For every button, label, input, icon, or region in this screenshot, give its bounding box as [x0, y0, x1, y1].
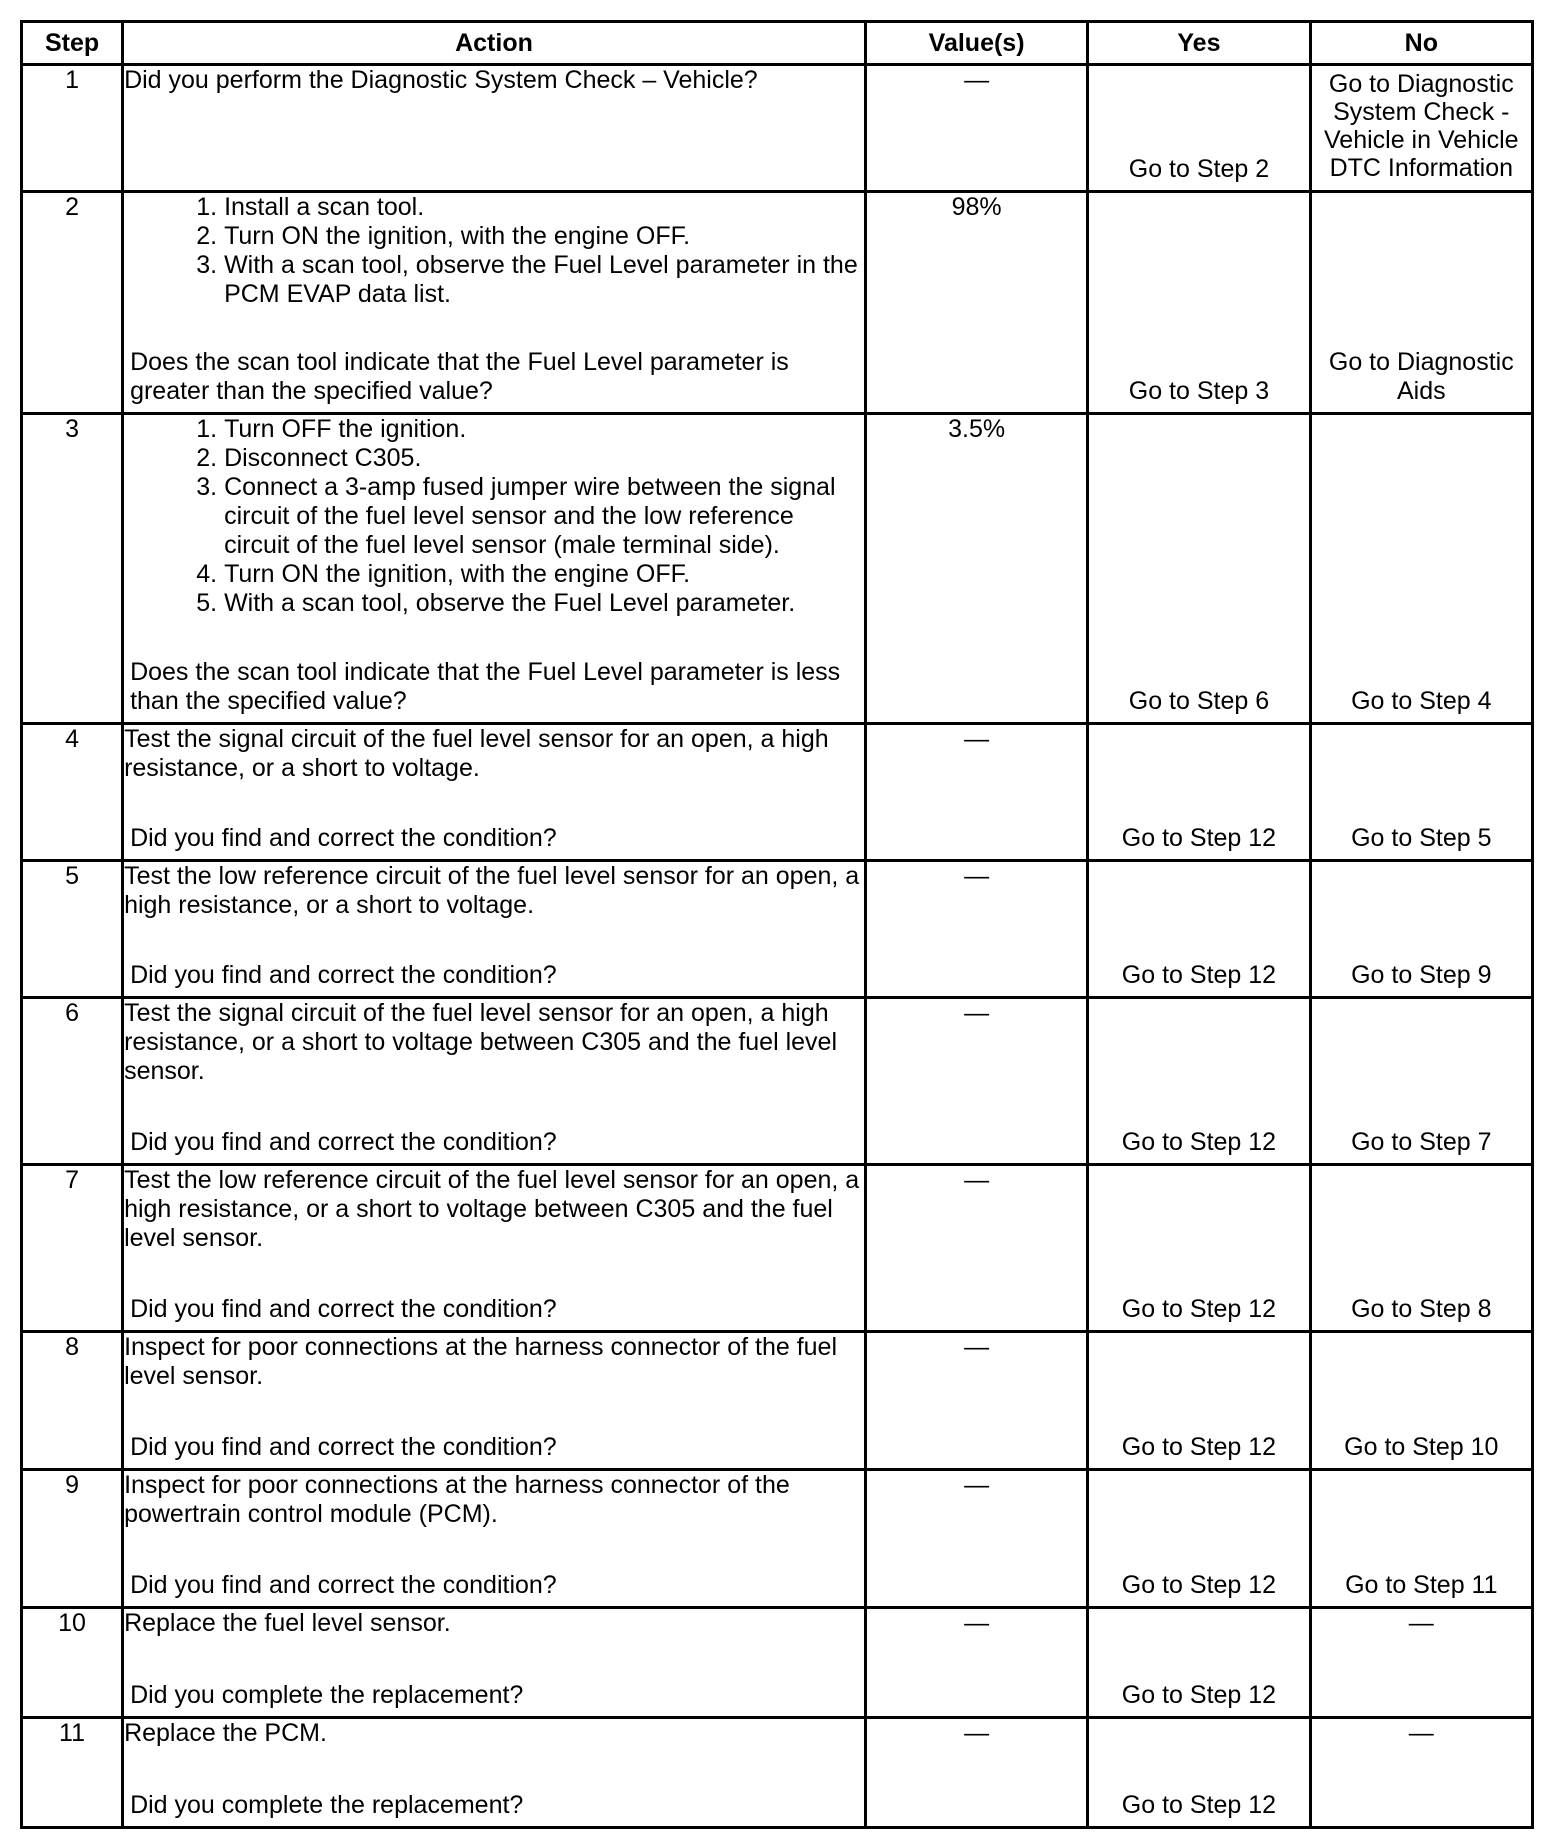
- yes-cell: [1088, 192, 1310, 414]
- yes-cell: [1088, 1608, 1310, 1718]
- no-text: Go to Step 7: [1351, 1128, 1492, 1156]
- table-row: [22, 1470, 1533, 1608]
- table-row: [22, 192, 1533, 414]
- action-text: Test the signal circuit of the fuel level sensor for an open, a high resistance, or a short to voltage.: [124, 725, 829, 782]
- action-question: Did you find and correct the condition?: [130, 1128, 557, 1156]
- action-question: Did you complete the replacement?: [130, 1681, 524, 1709]
- no-cell: [1310, 1470, 1532, 1608]
- action-question: Does the scan tool indicate that the Fuel Level parameter is less than the specified value?: [130, 658, 841, 715]
- yes-cell: [1088, 1470, 1310, 1608]
- step-number: 7: [22, 1165, 123, 1332]
- step-number: 2: [22, 192, 123, 414]
- value-cell: —: [865, 1718, 1087, 1828]
- action-text: Test the signal circuit of the fuel level sensor for an open, a high resistance, or a short to voltage between C305 and the fuel level sensor.: [124, 999, 838, 1085]
- action-list: [174, 193, 864, 309]
- action-cell: [123, 1608, 866, 1718]
- no-text: Go to Step 10: [1344, 1433, 1499, 1461]
- table-row: [22, 65, 1533, 192]
- no-text: Go to Diagnostic Aids: [1328, 348, 1514, 405]
- value-cell: —: [865, 861, 1087, 998]
- list-item: 3. Connect a 3-amp fused jumper wire between the signal circuit of the fuel level sensor and the low reference circuit of the fuel level sensor (male terminal side).: [224, 473, 864, 560]
- table-row: [22, 724, 1533, 861]
- action-cell: [123, 1165, 866, 1332]
- action-cell: [123, 65, 866, 192]
- header-no: No: [1310, 22, 1532, 65]
- header-step: Step: [22, 22, 123, 65]
- no-cell: [1310, 192, 1532, 414]
- step-number: 4: [22, 724, 123, 861]
- no-cell: —: [1310, 1608, 1532, 1718]
- value-cell: 3.5%: [865, 414, 1087, 724]
- action-cell: [123, 998, 866, 1165]
- list-item: 3. With a scan tool, observe the Fuel Level parameter in the PCM EVAP data list.: [224, 251, 864, 309]
- no-text: Go to Step 4: [1351, 687, 1492, 715]
- yes-cell: [1088, 65, 1310, 192]
- no-cell: [1310, 65, 1532, 192]
- step-number: 10: [22, 1608, 123, 1718]
- value-cell: 98%: [865, 192, 1087, 414]
- action-cell: [123, 414, 866, 724]
- no-cell: —: [1310, 1718, 1532, 1828]
- step-number: 11: [22, 1718, 123, 1828]
- action-question: Did you find and correct the condition?: [130, 961, 557, 989]
- yes-cell: [1088, 1718, 1310, 1828]
- list-item: 2. Turn ON the ignition, with the engine OFF.: [224, 222, 864, 251]
- action-cell: [123, 1470, 866, 1608]
- action-text: Replace the fuel level sensor.: [124, 1609, 451, 1637]
- list-item: 2. Disconnect C305.: [224, 444, 864, 473]
- list-item: 1. Turn OFF the ignition.: [224, 415, 864, 444]
- action-list: [174, 415, 864, 618]
- yes-text: Go to Step 2: [1128, 155, 1270, 183]
- action-question: Did you find and correct the condition?: [130, 824, 557, 852]
- header-yes: Yes: [1088, 22, 1310, 65]
- action-question: Did you find and correct the condition?: [130, 1295, 557, 1323]
- value-cell: —: [865, 998, 1087, 1165]
- no-cell: [1310, 1332, 1532, 1470]
- step-number: 8: [22, 1332, 123, 1470]
- header-row: [22, 22, 1533, 65]
- diagnostic-table: [20, 20, 1534, 1829]
- no-text: Go to Step 9: [1351, 961, 1492, 989]
- step-number: 3: [22, 414, 123, 724]
- value-cell: —: [865, 1470, 1087, 1608]
- no-text: Go to Diagnostic System Check - Vehicle in Vehicle DTC Information: [1324, 70, 1519, 182]
- yes-text: Go to Step 3: [1128, 377, 1270, 405]
- header-values: Value(s): [865, 22, 1087, 65]
- no-cell: [1310, 1165, 1532, 1332]
- action-text: Inspect for poor connections at the harness connector of the powertrain control module (PCM).: [124, 1471, 790, 1528]
- table-row: [22, 414, 1533, 724]
- yes-text: Go to Step 12: [1121, 824, 1277, 852]
- value-cell: —: [865, 1608, 1087, 1718]
- no-cell: [1310, 414, 1532, 724]
- no-text: Go to Step 5: [1351, 824, 1492, 852]
- action-text: Test the low reference circuit of the fuel level sensor for an open, a high resistance, or a short to voltage between C305 and the fuel level sensor.: [124, 1166, 860, 1252]
- yes-cell: [1088, 414, 1310, 724]
- yes-text: Go to Step 12: [1121, 1433, 1277, 1461]
- action-text: Inspect for poor connections at the harness connector of the fuel level sensor.: [124, 1333, 838, 1390]
- step-number: 5: [22, 861, 123, 998]
- action-question: Did you find and correct the condition?: [130, 1571, 557, 1599]
- table-row: [22, 1165, 1533, 1332]
- action-question: Does the scan tool indicate that the Fuel Level parameter is greater than the specified value?: [130, 348, 789, 405]
- yes-text: Go to Step 6: [1128, 687, 1270, 715]
- yes-cell: [1088, 1165, 1310, 1332]
- table-row: [22, 861, 1533, 998]
- action-question: Did you find and correct the condition?: [130, 1433, 557, 1461]
- action-text: Test the low reference circuit of the fuel level sensor for an open, a high resistance, or a short to voltage.: [124, 862, 860, 919]
- action-cell: [123, 192, 866, 414]
- yes-text: Go to Step 12: [1121, 1295, 1277, 1323]
- yes-text: Go to Step 12: [1121, 1681, 1277, 1709]
- table-row: [22, 1718, 1533, 1828]
- header-action: Action: [123, 22, 866, 65]
- action-cell: [123, 861, 866, 998]
- action-question: Did you complete the replacement?: [130, 1791, 524, 1819]
- action-text: Replace the PCM.: [124, 1719, 327, 1747]
- yes-text: Go to Step 12: [1121, 961, 1277, 989]
- no-cell: [1310, 724, 1532, 861]
- action-cell: [123, 724, 866, 861]
- no-text: Go to Step 8: [1351, 1295, 1492, 1323]
- list-item: 5. With a scan tool, observe the Fuel Level parameter.: [224, 589, 864, 618]
- yes-cell: [1088, 998, 1310, 1165]
- yes-text: Go to Step 12: [1121, 1791, 1277, 1819]
- table-row: [22, 998, 1533, 1165]
- value-cell: —: [865, 1332, 1087, 1470]
- action-cell: [123, 1718, 866, 1828]
- yes-cell: [1088, 861, 1310, 998]
- yes-cell: [1088, 724, 1310, 861]
- value-cell: —: [865, 724, 1087, 861]
- action-cell: [123, 1332, 866, 1470]
- list-item: 1. Install a scan tool.: [224, 193, 864, 222]
- no-cell: [1310, 861, 1532, 998]
- yes-cell: [1088, 1332, 1310, 1470]
- step-number: 6: [22, 998, 123, 1165]
- no-text: Go to Step 11: [1345, 1571, 1498, 1599]
- value-cell: —: [865, 65, 1087, 192]
- yes-text: Go to Step 12: [1121, 1128, 1277, 1156]
- action-text: Did you perform the Diagnostic System Check – Vehicle?: [124, 66, 758, 94]
- list-item: 4. Turn ON the ignition, with the engine OFF.: [224, 560, 864, 589]
- yes-text: Go to Step 12: [1121, 1571, 1277, 1599]
- step-number: 9: [22, 1470, 123, 1608]
- value-cell: —: [865, 1165, 1087, 1332]
- table-row: [22, 1332, 1533, 1470]
- step-number: 1: [22, 65, 123, 192]
- no-cell: [1310, 998, 1532, 1165]
- table-row: [22, 1608, 1533, 1718]
